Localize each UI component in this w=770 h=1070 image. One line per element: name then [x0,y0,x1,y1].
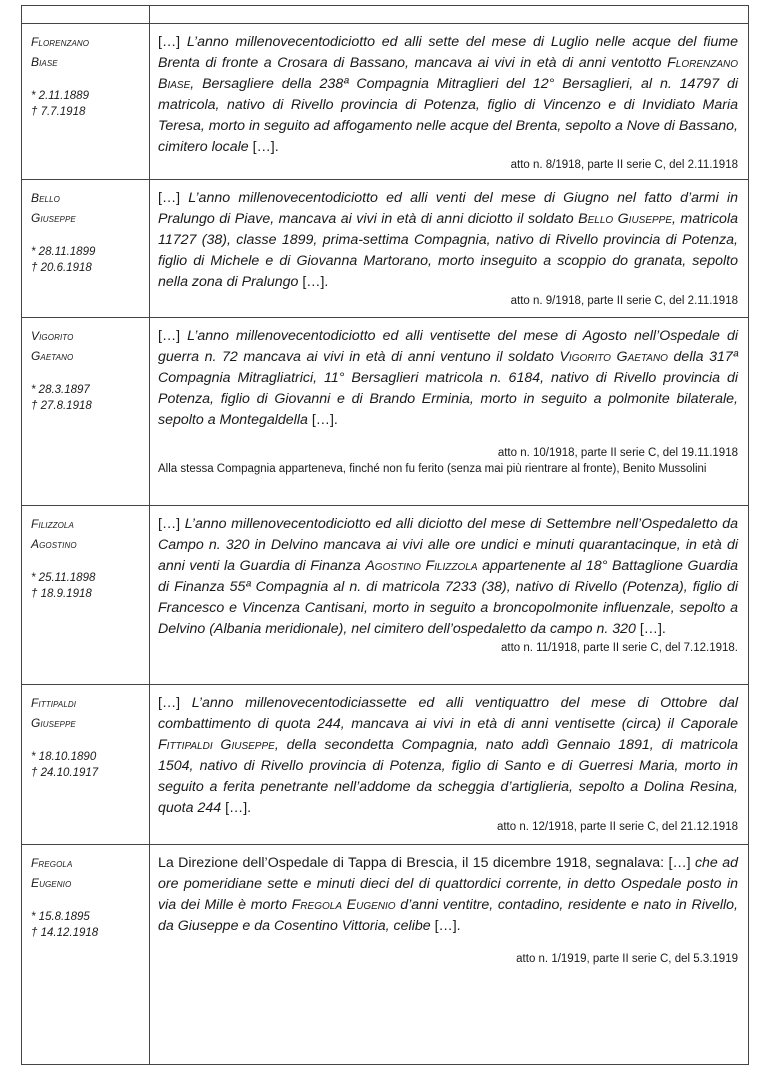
person-cell [22,685,150,845]
text-close: […]. [298,274,329,291]
record-text [158,853,738,937]
record-cell [150,318,749,506]
text-italic-a: che ad ore pomeridiane sette e minuti dieci del di quattordici corrente, in detto Ospedale posto in via dei Mille è morto [158,855,738,914]
text-italic-a: L’anno millenovecentodiciotto ed alli diciotto del mese di Settembre nell’Ospedaletto da Campo n. 320 in Delvino mancava ai vivi alle ore undici e minuti quarantacinque, in età di anni venti la Guardia di Finanza [158,516,738,575]
text-open: La Direzione dell’Ospedale di Tappa di Brescia, il 15 dicembre 1918, segnalava: […] [158,855,695,872]
given-name: Biase [31,55,58,69]
record-cell [150,180,749,318]
text-name: Florenzano Biase [158,54,738,92]
act-reference: atto n. 11/1918, parte II serie C, del 7.12.1918. [501,641,738,654]
given-name: Giuseppe [31,211,76,226]
table-row [22,24,749,180]
text-open: […] [158,328,188,345]
surname: Vigorito [31,329,74,344]
record-text [158,693,738,818]
act-reference: atto n. 1/1919, parte II serie C, del 5.3.1919 [516,953,738,966]
text-close: […]. [221,799,252,816]
surname: Fittipaldi [31,696,77,711]
text-italic-b: , Bersagliere della 238ª Compagnia Mitraglieri del 12° Bersaglieri, al n. 14797 di matricola, nativo di Rivello provincia di Potenza, figlio di Vincenzo e di Invidiato Maria Teresa, morto in seguito ad affogamento nelle acque del Brenta, sepolto a Nove di Bassano, cimitero locale [158,75,738,155]
text-name: Fregola Eugenio [291,897,396,914]
table-row [22,318,749,506]
death-date: † 24.10.1917 [31,767,99,780]
birth-date: * 28.11.1899 [31,246,96,259]
dates [31,570,149,602]
text-close: […]. [430,918,461,935]
text-open: […] [158,516,185,533]
surname: Fregola [31,856,73,871]
record-cell [150,845,749,1065]
birth-date: * 18.10.1890 [31,751,97,764]
text-italic-b: della 317ª Compagnia Mitragliatrici, 11° Bersaglieri matricola n. 6184, nativo di Rivello provincia di Potenza, figlio di Giovanni e di Brando Erminia, morto in seguito a polmonite bilaterale, sepolto a Montegaldella [158,349,739,429]
text-italic-b: , della secondetta Compagnia, nato addì Gennaio 1891, di matricola 1504, nativo di Rivello provincia di Potenza, figlio di Santo e di Guerresi Maria, morto in seguito a ferita penetrante nell’addome da scheggia d’artiglieria, sepolto a Dolina Resina, quota 244 [158,737,738,816]
record-cell [150,24,749,180]
text-italic-a: L’anno millenovecentodiciassette ed alli ventiquattro del mese di Ottobre dal combattimento di quota 244, mancava ai vivi in età di anni ventisette (circa) il Caporale [158,695,738,733]
given-name: Agostino [31,537,77,552]
text-name: Agostino Filizzola [365,558,478,575]
death-date: † 20.6.1918 [31,262,92,275]
header-row [22,6,749,24]
act-reference: atto n. 9/1918, parte II serie C, del 2.11.1918 [510,294,738,307]
text-italic-a: L’anno millenovecentodiciotto ed alli ventisette del mese di Agosto nell’Ospedale di guerra n. 72 mancava ai vivi in età di anni ventuno il soldato [158,328,738,366]
death-date: † 18.9.1918 [31,588,92,601]
death-date: † 27.8.1918 [31,400,92,413]
table-row [22,685,749,845]
text-italic-b: d’anni ventitre, contadino, residente e nato in Rivello, da Giuseppe e da Cosentino Vittoria, celibe [158,897,738,935]
header-cell-text [150,6,749,24]
person-cell [22,318,150,506]
person-cell [22,24,150,180]
text-name: Fittipaldi Giuseppe [158,737,275,754]
footnote: Alla stessa Compagnia apparteneva, finché non fu ferito (senza mai più rientrare al fronte), Benito Mussolini [158,462,707,475]
surname: Bello [31,191,60,206]
death-date: † 14.12.1918 [31,927,99,940]
person-cell [22,180,150,318]
register-table [21,5,749,1065]
surname: Florenzano [31,35,90,49]
act-reference: atto n. 12/1918, parte II serie C, del 21.12.1918 [496,820,738,833]
person-cell [22,506,150,685]
text-italic-a: L’anno millenovecentodiciotto ed alli sette del mese di Luglio nelle acque del fiume Brenta di fronte a Crosara di Bassano, mancava ai vivi in età di anni ventotto [158,34,738,71]
table-row [22,845,749,1065]
record-cell [150,685,749,845]
table-row [22,506,749,685]
surname: Filizzola [31,517,74,532]
text-italic-b: appartenente al 18° Battaglione Guardia di Finanza 55ª Compagnia al n. di matricola 7233 (38), nativo di Rivello (Potenza), figlio di Francesco e Vincenza Cantisani, morto in seguito a broncopolmonite influenzale, sepolto a Delvino (Albania meridionale), nel cimitero dell’ospedaletto da campo n. 320 [158,558,738,637]
text-close: […]. [307,412,338,429]
record-text [158,188,738,293]
text-open: […] [158,695,192,712]
text-open: […] [158,190,189,207]
text-italic-b: , matricola 11727 (38), classe 1899, prima-settima Compagnia, nativo di Rivello provincia di Potenza, figlio di Michele e di Giovanna Martorano, morto inseguito a scoppio do granata, sepolto nella zona di Pralungo [158,211,738,291]
text-close: […]. [635,620,666,637]
record-text [158,32,738,157]
text-italic-a: L’anno millenovecentodiciotto ed alli venti del mese di Giugno nel fatto d’armi in Pralungo di Piave, mancava ai vivi in età di anni diciotto il soldato [158,190,739,228]
given-name: Gaetano [31,349,74,364]
text-name: Bello Giuseppe [578,211,673,228]
text-close: […]. [248,138,279,155]
text-open: […] [158,34,187,50]
dates [31,749,149,781]
record-text [158,514,738,639]
birth-date: * 15.8.1895 [31,911,90,924]
dates [31,909,149,941]
record-cell [150,506,749,685]
given-name: Eugenio [31,876,72,891]
dates [31,88,149,120]
birth-date: * 25.11.1898 [31,572,96,585]
header-cell-name [22,6,150,24]
text-name: Vigorito Gaetano [559,349,668,366]
death-date: † 7.7.1918 [31,106,86,118]
act-reference: atto n. 10/1918, parte II serie C, del 19.11.1918 [497,446,738,459]
dates [31,382,149,414]
act-reference: atto n. 8/1918, parte II serie C, del 2.11.1918 [510,159,738,172]
record-text [158,326,738,431]
dates [31,244,149,276]
given-name: Giuseppe [31,716,76,731]
person-cell [22,845,150,1065]
birth-date: * 2.11.1889 [31,90,89,102]
birth-date: * 28.3.1897 [31,384,90,397]
table-row [22,180,749,318]
